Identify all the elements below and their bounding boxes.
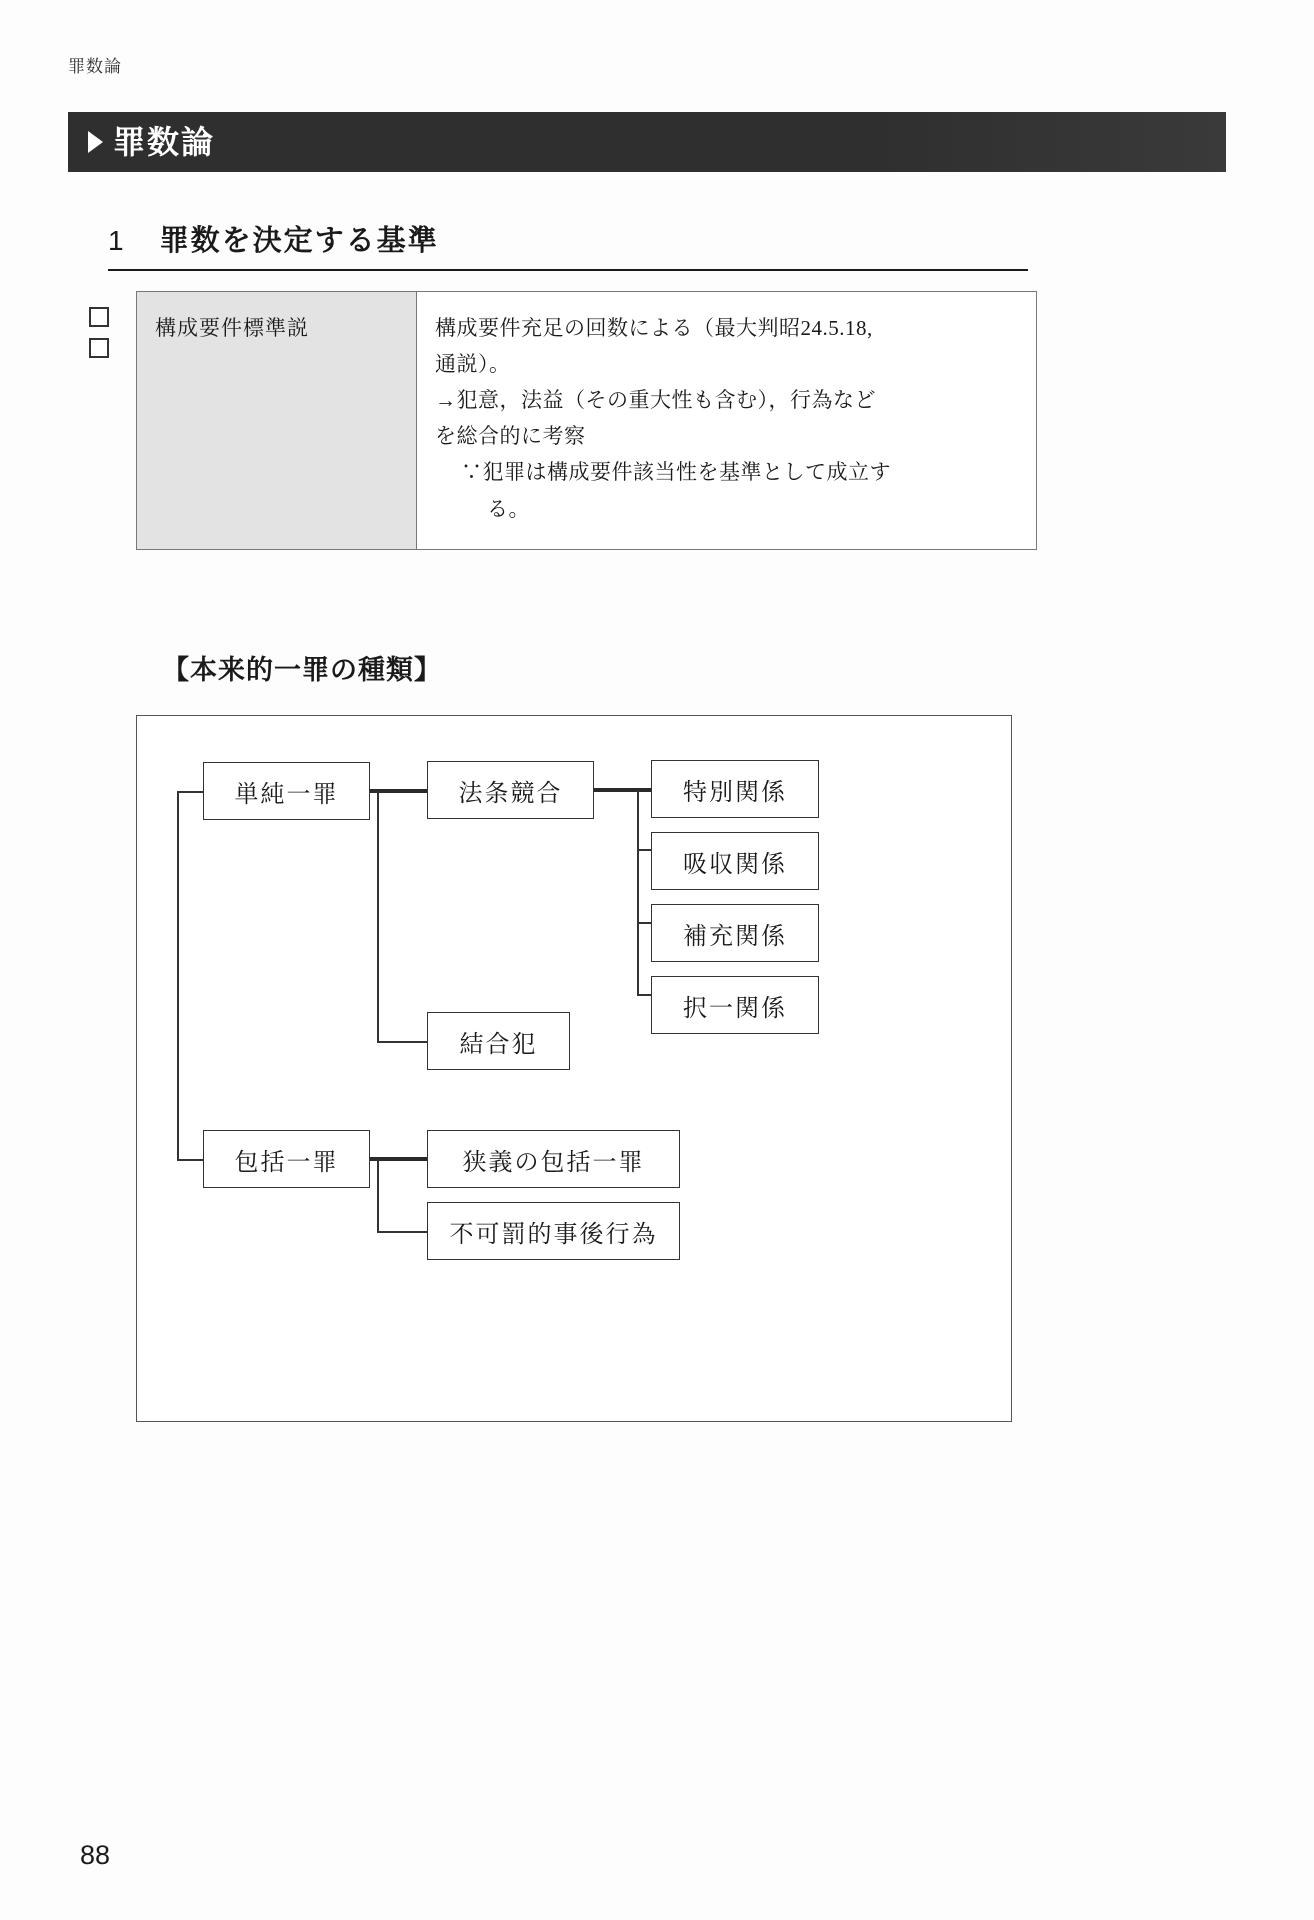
- doctrine-line-4: を総合的に考察: [435, 424, 586, 449]
- connector-left-top: [177, 791, 203, 793]
- figure-caption: 【本来的一罪の種類】: [162, 655, 442, 685]
- section-title: 罪数を決定する基準: [159, 225, 439, 257]
- running-head: 罪数論: [68, 57, 122, 76]
- doctrine-label: 構成要件標準説: [137, 292, 417, 549]
- doctrine-line-5: ∵犯罪は構成要件該当性を基準として成立す: [461, 460, 891, 485]
- node-label: 吸収関係: [683, 850, 787, 878]
- node-label: 法条競合: [458, 779, 563, 807]
- node-hokatsu-ichizai: [203, 1130, 370, 1188]
- connector-right-4: [637, 994, 651, 996]
- connector-right-2: [637, 849, 651, 851]
- node-tanjun-ichizai: [203, 762, 370, 820]
- chapter-title: [88, 117, 215, 163]
- node-label: 狭義の包括一罪: [462, 1148, 645, 1176]
- checkbox-1[interactable]: [89, 307, 109, 327]
- figure-diagram: [136, 715, 1012, 1422]
- checkbox-column: [89, 307, 109, 358]
- connector-to-ketsugohan-v: [377, 791, 379, 1041]
- doctrine-table: [136, 291, 1037, 550]
- node-label: 補充関係: [683, 922, 787, 950]
- node-label: 特別関係: [683, 778, 787, 806]
- node-takuitsu-kankei: [651, 976, 819, 1034]
- node-label: 包括一罪: [234, 1148, 339, 1176]
- checkbox-2[interactable]: [89, 338, 109, 358]
- section-number: 1: [108, 225, 126, 256]
- connector-hokatsu-to-fukabatsu: [377, 1231, 427, 1233]
- connector-to-ketsugohan-h: [377, 1041, 427, 1043]
- connector-left-spine: [177, 791, 179, 1161]
- node-label: 択一関係: [683, 994, 787, 1022]
- node-kyushu-kankei: [651, 832, 819, 890]
- connector-hojo-to-right: [594, 788, 651, 792]
- node-label: 結合犯: [459, 1030, 538, 1058]
- node-ketsugohan: [427, 1012, 570, 1070]
- node-tokubetsu-kankei: [651, 760, 819, 818]
- node-fukabatsu-teki-jigo-koi: [427, 1202, 680, 1260]
- triangle-marker-icon: [88, 131, 103, 153]
- connector-right-3: [637, 922, 651, 924]
- connector-hokatsu-v: [377, 1159, 379, 1231]
- connector-right-spine: [637, 790, 639, 994]
- chapter-title-text: 罪数論: [113, 124, 216, 160]
- connector-left-bottom: [177, 1159, 203, 1161]
- doctrine-line-1: 構成要件充足の回数による（最大判昭24.5.18,: [435, 316, 873, 340]
- page-number: 88: [80, 1840, 111, 1870]
- section-heading: [108, 218, 1028, 271]
- doctrine-line-6: る。: [487, 496, 530, 521]
- node-hoju-kankei: [651, 904, 819, 962]
- doctrine-line-3: →犯意，法益（その重大性も含む），行為など: [435, 388, 876, 413]
- node-label: 不可罰的事後行為: [449, 1220, 658, 1248]
- chapter-title-bar: [68, 112, 1226, 172]
- doctrine-body: [417, 292, 1036, 549]
- node-label: 単純一罪: [234, 780, 339, 808]
- doctrine-line-2: 通説）。: [435, 352, 511, 377]
- node-kyogi-hokatsu-ichizai: [427, 1130, 680, 1188]
- node-hojo-kyogo: [427, 761, 594, 819]
